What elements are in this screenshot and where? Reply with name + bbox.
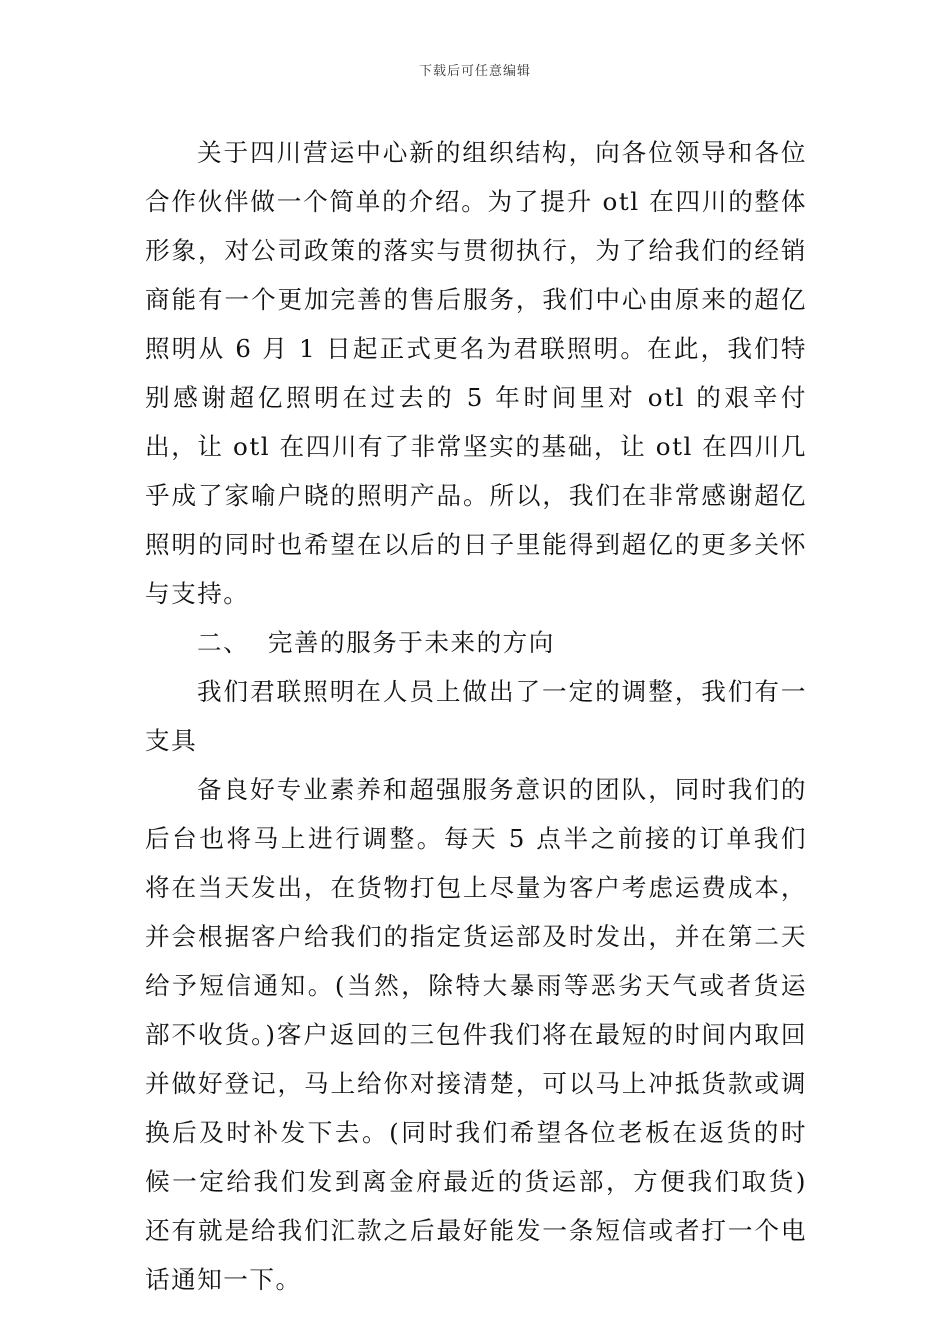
document-body [145,128,807,1304]
paragraph-team: 我们君联照明在人员上做出了一定的调整，我们有一支具 [145,677,807,755]
page-header: 下载后可任意编辑 [418,64,531,79]
paragraph-intro: 关于四川营运中心新的组织结构，向各位领导和各位合作伙伴做一个简单的介绍。为了提升 otl 在四川的整体形象，对公司政策的落实与贯彻执行，为了给我们的经销商能有一个更加完善的售后服务，我们中心由原来的超亿照明从 6 月 1 日起正式更名为君联照明。在此，我们特别感谢超亿照明在过去的 5 年时间里对 otl 的艰辛付出，让 otl 在四川有了非常坚实的基础，让 otl 在四川几乎成了家喻户晓的照明产品。所以，我们在非常感谢超亿照明的同时也希望在以后的日子里能得到超亿的更多关怀与支持。 [145,138,807,608]
section-heading: 二、 完善的服务于未来的方向 [197,628,555,657]
paragraph-service: 备良好专业素养和超强服务意识的团队，同时我们的后台也将马上进行调整。每天 5 点半之前接的订单我们将在当天发出，在货物打包上尽量为客户考虑运费成本，并会根据客户给我们的指定货运部及时发出，并在第二天给予短信通知。(当然，除特大暴雨等恶劣天气或者货运部不收货。)客户返回的三包件我们将在最短的时间内取回并做好登记，马上给你对接清楚，可以马上冲抵货款或调换后及时补发下去。(同时我们希望各位老板在返货的时候一定给我们发到离金府最近的货运部，方便我们取货)还有就是给我们汇款之后最好能发一条短信或者打一个电话通知一下。 [145,775,807,1294]
